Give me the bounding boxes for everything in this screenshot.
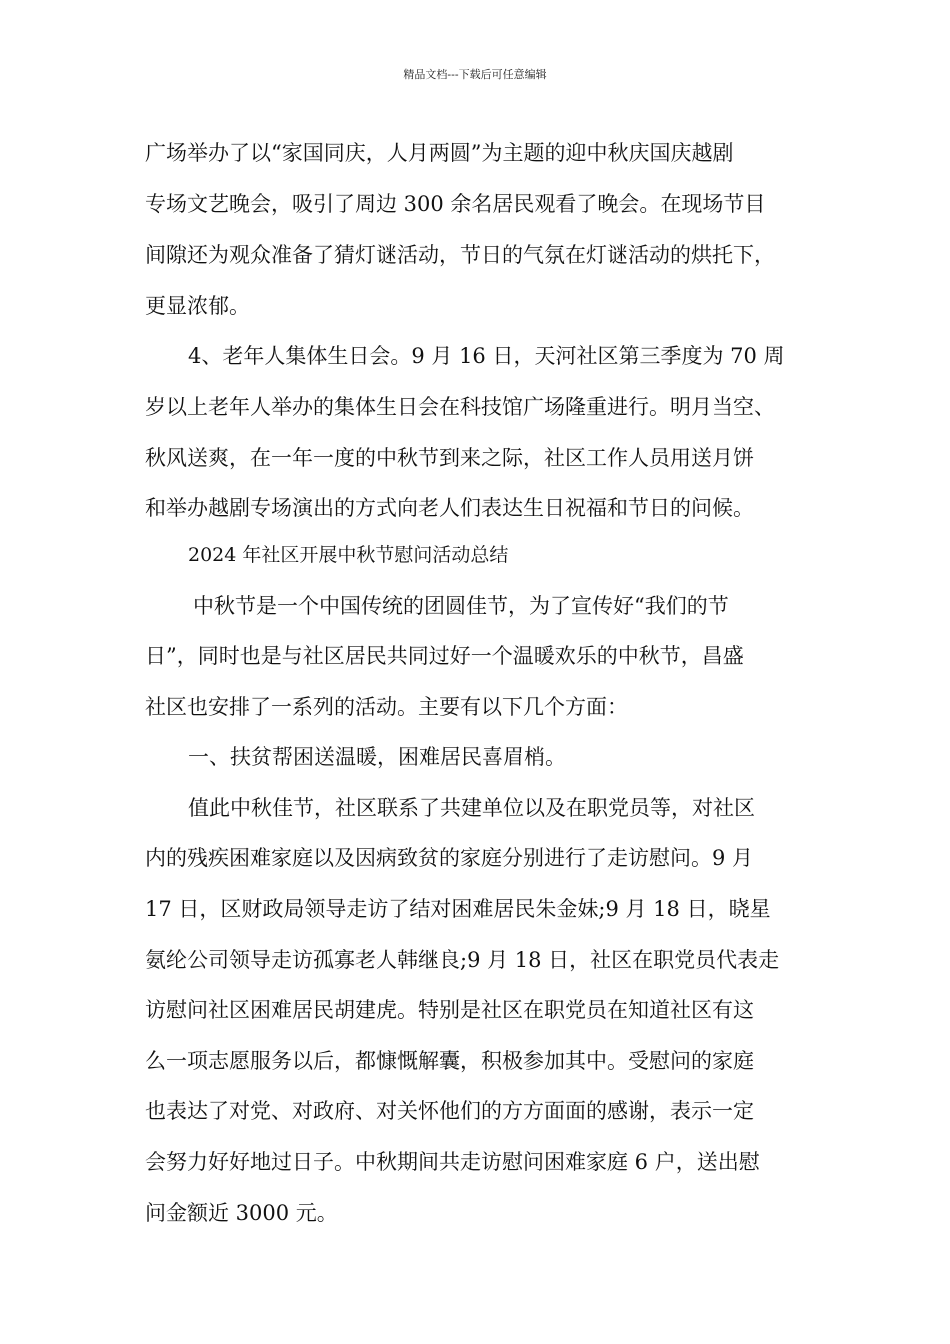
- body-line: 问金额近 3000 元。: [145, 1201, 338, 1225]
- page-header: 精品文档---下载后可任意编辑: [403, 68, 547, 81]
- body-line: 广场举办了以“家国同庆，人月两圆”为主题的迎中秋庆国庆越剧: [145, 141, 734, 165]
- body-line: 中秋节是一个中国传统的团圆佳节，为了宣传好“我们的节: [193, 594, 729, 618]
- body-line: 么一项志愿服务以后，都慷慨解囊，积极参加其中。受慰问的家庭: [145, 1049, 754, 1073]
- body-line: 氨纶公司领导走访孤寡老人韩继良;9 月 18 日，社区在职党员代表走: [145, 948, 780, 972]
- section-title: 2024 年社区开展中秋节慰问活动总结: [188, 544, 509, 566]
- body-line: 17 日，区财政局领导走访了结对困难居民朱金妹;9 月 18 日，晓星: [145, 897, 771, 921]
- body-line: 秋风送爽，在一年一度的中秋节到来之际，社区工作人员用送月饼: [145, 446, 754, 470]
- body-line: 间隙还为观众准备了猜灯谜活动，节日的气氛在灯谜活动的烘托下，: [145, 243, 775, 267]
- body-line: 也表达了对党、对政府、对关怀他们的方方面面的感谢，表示一定: [145, 1099, 754, 1123]
- body-line: 和举办越剧专场演出的方式向老人们表达生日祝福和节日的问候。: [145, 496, 754, 520]
- body-line: 社区也安排了一系列的活动。主要有以下几个方面：: [145, 695, 628, 719]
- body-line: 更显浓郁。: [145, 294, 250, 318]
- body-line: 内的残疾困难家庭以及因病致贫的家庭分别进行了走访慰问。9 月: [145, 846, 754, 870]
- body-line: 会努力好好地过日子。中秋期间共走访慰问困难家庭 6 户，送出慰: [145, 1150, 760, 1174]
- body-line: 专场文艺晚会，吸引了周边 300 余名居民观看了晚会。在现场节目: [145, 192, 766, 216]
- body-line: 4、老年人集体生日会。9 月 16 日，天河社区第三季度为 70 周: [188, 344, 785, 368]
- body-line: 岁以上老年人举办的集体生日会在科技馆广场隆重进行。明月当空、: [145, 395, 775, 419]
- body-line: 日”，同时也是与社区居民共同过好一个温暖欢乐的中秋节，昌盛: [145, 644, 744, 668]
- body-line: 值此中秋佳节，社区联系了共建单位以及在职党员等，对社区: [188, 796, 755, 820]
- section-heading: 一、扶贫帮困送温暖，困难居民喜眉梢。: [188, 745, 566, 769]
- body-line: 访慰问社区困难居民胡建虎。特别是社区在职党员在知道社区有这: [145, 998, 754, 1022]
